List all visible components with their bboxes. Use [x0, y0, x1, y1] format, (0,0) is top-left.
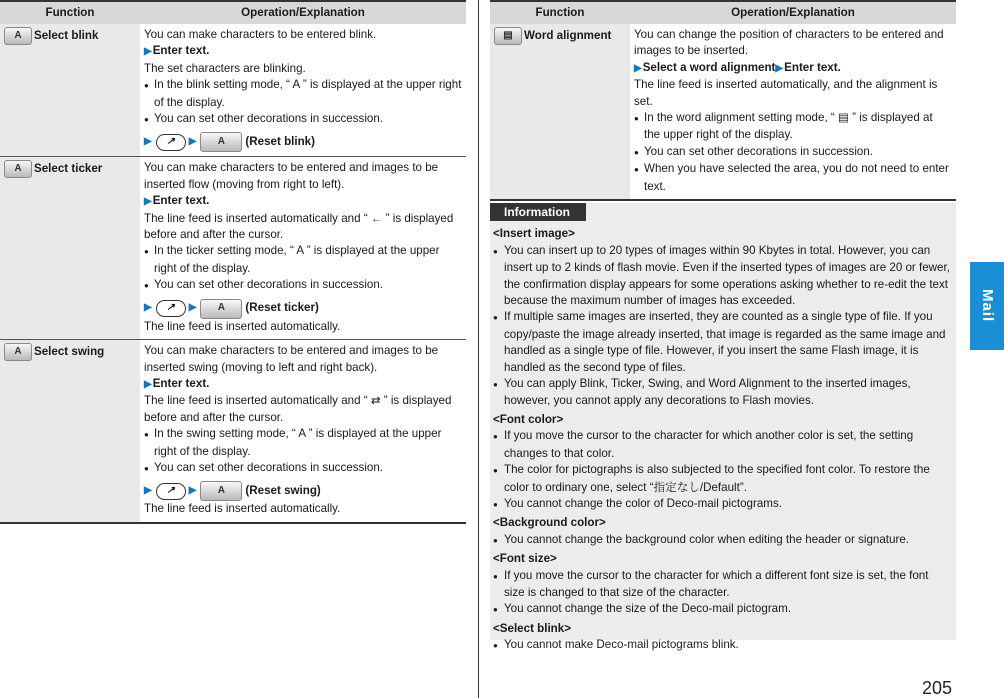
step-arrow-icon: ▶	[144, 136, 152, 148]
information-section-heading: <Background color>	[493, 516, 606, 530]
menu-key-icon: ↗	[156, 483, 186, 500]
explanation-text: The line feed is inserted automatically and “ ⇄ ” is displayed before and after the cursor.	[144, 394, 452, 424]
operation-cell	[140, 157, 466, 340]
table-row	[0, 24, 466, 157]
information-section-heading: <Font size>	[493, 552, 557, 566]
bullet-item	[144, 111, 462, 128]
operation-step	[144, 193, 462, 210]
information-text: You can insert up to 20 types of images within 90 Kbytes in total. However, you can insert up to 2 kinds of flash movie. Even if the inserted types of images are 20 or fewer, the confirmation display appears for some operations asking whether to re-edit the text because the maximum number of images has exceeded.	[504, 243, 950, 308]
bullet-icon: ●	[493, 246, 498, 256]
information-bullet	[493, 532, 952, 549]
step-arrow-icon: ▶	[188, 302, 197, 314]
step-arrow-icon: ▶	[634, 62, 642, 74]
decoration-key-icon: A	[200, 481, 242, 501]
bullet-item	[144, 243, 462, 277]
bullet-icon: ●	[493, 571, 498, 581]
function-name: Select ticker	[34, 162, 103, 176]
bullet-text: In the ticker setting mode, “ A ” is displayed at the upper right of the display.	[154, 244, 440, 275]
information-text: You cannot change the color of Deco-mail pictograms.	[504, 496, 782, 510]
bullet-icon: ●	[634, 165, 639, 175]
decoration-key-icon: A	[200, 132, 242, 152]
bullet-icon: ●	[493, 641, 498, 651]
function-name: Word alignment	[524, 28, 612, 42]
function-name: Select swing	[34, 344, 105, 358]
operation-step	[634, 60, 952, 77]
function-label	[4, 160, 138, 178]
information-text: You cannot change the size of the Deco-mail pictogram.	[504, 602, 792, 616]
bullet-item	[144, 77, 462, 111]
key-operation-text: (Reset swing)	[245, 484, 321, 498]
explanation-text: You can make characters to be entered and images to be inserted flow (moving from right to left).	[144, 161, 439, 191]
right-column	[490, 0, 956, 201]
step-arrow-icon: ▶	[188, 485, 197, 497]
information-body	[490, 221, 956, 654]
function-cell	[0, 157, 140, 340]
step-text: Enter text.	[784, 60, 841, 74]
function-column-header: Function	[0, 1, 140, 24]
information-bullet	[493, 637, 952, 654]
operation-step	[144, 376, 462, 393]
function-label	[4, 27, 138, 45]
bullet-icon: ●	[144, 281, 149, 291]
decoration-icon: A	[4, 160, 32, 178]
bullet-icon: ●	[144, 81, 149, 91]
key-operation-text: (Reset ticker)	[245, 301, 319, 315]
bullet-text: You can set other decorations in succession.	[154, 112, 384, 126]
table-row	[0, 340, 466, 523]
information-bullet	[493, 309, 952, 376]
bullet-icon: ●	[144, 430, 149, 440]
function-cell	[0, 340, 140, 523]
mail-section-tab	[970, 262, 1004, 350]
operations-table-right	[490, 0, 956, 201]
word-alignment-icon: ▤	[494, 27, 522, 45]
step-text: Select a word alignment	[642, 60, 776, 74]
table-row	[490, 24, 956, 200]
bullet-text: You can set other decorations in succession.	[154, 278, 384, 292]
bullet-icon: ●	[493, 466, 498, 476]
operation-cell	[630, 24, 956, 200]
step-arrow-icon: ▶	[144, 378, 152, 390]
information-text: If you move the cursor to the character for which another color is set, the setting changes to that color.	[504, 429, 914, 460]
bullet-icon: ●	[493, 499, 498, 509]
operation-column-header: Operation/Explanation	[630, 1, 956, 24]
information-section-heading: <Insert image>	[493, 227, 575, 241]
bullet-text: You can set other decorations in succession.	[644, 144, 874, 158]
bullet-icon: ●	[634, 147, 639, 157]
function-cell	[490, 24, 630, 200]
bullet-item	[144, 460, 462, 477]
step-arrow-icon: ▶	[144, 46, 152, 58]
information-box	[490, 203, 956, 652]
bullet-icon: ●	[493, 432, 498, 442]
function-label	[494, 27, 628, 45]
information-section-heading: <Font color>	[493, 412, 564, 426]
key-operation-text: (Reset blink)	[245, 135, 315, 149]
key-operation	[144, 481, 462, 501]
step-arrow-icon: ▶	[775, 62, 784, 74]
function-cell	[0, 24, 140, 157]
bullet-item	[634, 161, 952, 195]
operation-cell	[140, 340, 466, 523]
column-divider	[478, 0, 479, 698]
operation-step	[144, 43, 462, 60]
operations-table-left	[0, 0, 466, 524]
step-arrow-icon: ▶	[188, 136, 197, 148]
key-operation	[144, 132, 462, 152]
bullet-item	[144, 426, 462, 460]
explanation-text: The line feed is inserted automatically, and the alignment is set.	[634, 78, 938, 108]
bullet-item	[634, 110, 952, 144]
explanation-text: You can make characters to be entered blink.	[144, 28, 377, 41]
explanation-text: The line feed is inserted automatically.	[144, 319, 341, 333]
function-name: Select blink	[34, 28, 99, 42]
step-arrow-icon: ▶	[144, 196, 152, 208]
step-arrow-icon: ▶	[144, 302, 152, 314]
left-column	[0, 0, 466, 524]
information-bullet	[493, 462, 952, 496]
information-bullet	[493, 243, 952, 310]
operation-column-header: Operation/Explanation	[140, 1, 466, 24]
bullet-icon: ●	[634, 114, 639, 124]
function-column-header: Function	[490, 1, 630, 24]
information-text: The color for pictographs is also subjected to the specified font color. To restore the color to ordinary one, select “指定なし/Default”.	[504, 463, 930, 494]
information-bullet	[493, 568, 952, 602]
explanation-text: You can make characters to be entered and images to be inserted swing (moving to left and right back).	[144, 344, 439, 374]
information-text: If multiple same images are inserted, they are counted as a single type of file. If you copy/paste the image already inserted, that image is regarded as the same image and handled as a single type of file. However, if you insert the same Flash image, it is handled as the second type of files.	[504, 310, 946, 374]
step-text: Enter text.	[152, 194, 210, 208]
mail-tab-label: Mail	[979, 289, 997, 323]
bullet-text: When you have selected the area, you do not need to enter text.	[644, 162, 949, 193]
page-number: 205	[922, 678, 953, 698]
bullet-text: You can set other decorations in succession.	[154, 460, 384, 474]
step-text: Enter text.	[152, 376, 210, 390]
bullet-text: In the word alignment setting mode, “ ▤ ” is displayed at the upper right of the display.	[644, 111, 933, 142]
information-bullet	[493, 376, 952, 410]
step-arrow-icon: ▶	[144, 485, 152, 497]
menu-key-icon: ↗	[156, 134, 186, 151]
bullet-icon: ●	[144, 463, 149, 473]
bullet-item	[634, 144, 952, 161]
information-title: Information	[490, 203, 586, 221]
bullet-icon: ●	[493, 313, 498, 323]
explanation-text: The set characters are blinking.	[144, 61, 306, 75]
bullet-icon: ●	[493, 535, 498, 545]
bullet-icon: ●	[144, 115, 149, 125]
table-row	[0, 157, 466, 340]
menu-key-icon: ↗	[156, 300, 186, 317]
explanation-text: The line feed is inserted automatically.	[144, 502, 341, 516]
bullet-item	[144, 277, 462, 294]
information-section-heading: <Select blink>	[493, 621, 571, 635]
information-text: You can apply Blink, Ticker, Swing, and Word Alignment to the inserted images, however, you cannot apply any decorations to Flash movies.	[504, 377, 911, 408]
function-label	[4, 343, 138, 361]
bullet-text: In the blink setting mode, “ A ” is displayed at the upper right of the display.	[154, 78, 462, 109]
information-text: If you move the cursor to the character for which a different font size is set, the font size is changed to that size of the character.	[504, 568, 929, 599]
operation-cell	[140, 24, 466, 157]
step-text: Enter text.	[152, 44, 210, 58]
explanation-text: You can change the position of characters to be entered and images to be inserted.	[634, 28, 944, 58]
decoration-icon: A	[4, 343, 32, 361]
information-bullet	[493, 601, 952, 618]
bullet-text: In the swing setting mode, “ A ” is displayed at the upper right of the display.	[154, 427, 442, 458]
bullet-icon: ●	[144, 247, 149, 257]
decoration-icon: A	[4, 27, 32, 45]
information-text: You cannot change the background color when editing the header or signature.	[504, 532, 909, 546]
key-operation	[144, 299, 462, 319]
information-text: You cannot make Deco-mail pictograms blink.	[504, 638, 739, 652]
bullet-icon: ●	[493, 605, 498, 615]
decoration-key-icon: A	[200, 299, 242, 319]
information-bullet	[493, 428, 952, 462]
information-bullet	[493, 496, 952, 513]
explanation-text: The line feed is inserted automatically and “ ← ” is displayed before and after the cursor.	[144, 211, 454, 242]
bullet-icon: ●	[493, 380, 498, 390]
